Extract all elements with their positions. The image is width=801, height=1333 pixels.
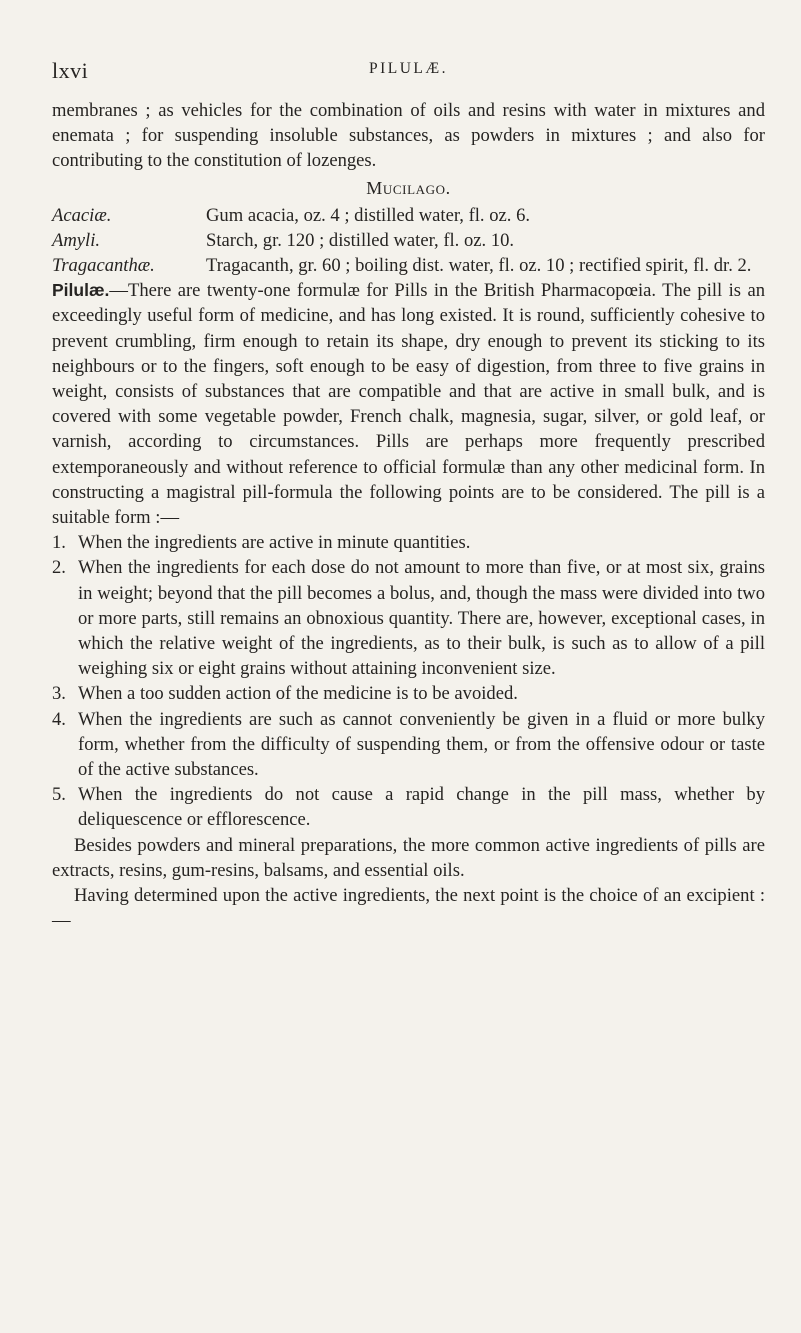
recipe-text: Gum acacia, oz. 4 ; distilled water, fl. oz. 6. — [206, 204, 531, 226]
list-item — [52, 530, 765, 555]
list-item — [52, 782, 765, 832]
excipient-paragraph: Having determined upon the active ingredients, the next point is the choice of an excipient :— — [52, 885, 765, 932]
intro-paragraph: membranes ; as vehicles for the combination of oils and resins with water in mixtures and enemata ; for suspending insoluble substances, as powders in mixtures ; and also for contributing to the constitution of lozenges. — [52, 100, 765, 172]
recipe-label: Amyli. — [52, 229, 101, 251]
list-text: When the ingredients are such as cannot conveniently be given in a fluid or more bulky form, whether from the difficulty of suspending them, or from the offensive odour or taste of the active substances. — [78, 708, 765, 781]
section-title: PILULÆ. — [368, 60, 449, 77]
pilulae-heading: Pilulæ. — [52, 280, 110, 301]
list-number: 2. — [52, 557, 66, 579]
list-item — [52, 555, 765, 681]
closing-paragraph: Besides powders and mineral preparations, the more common active ingredients of pills are extracts, resins, gum-resins, balsams, and essential oils. — [52, 834, 765, 881]
mucilago-heading-text: Mucilago. — [366, 177, 451, 198]
recipe-text: Tragacanth, gr. 60 ; boiling dist. water, fl. oz. 10 ; rectified spirit, fl. dr. 2. — [206, 255, 752, 277]
list-item — [52, 707, 765, 783]
list-number: 3. — [52, 683, 66, 705]
list-text: When the ingredients are active in minute quantities. — [78, 532, 471, 554]
list-text: When the ingredients for each dose do not amount to more than five, or at most six, grains in weight; beyond that the pill becomes a bolus, and, though the mass were divided into two or more parts, still remains an obnoxious quantity. There are, however, exceptional cases, in which the relative weight of the ingredients, as to their bulk, is such as to allow of a pill weighing six or eight grains without attaining inconvenient size. — [78, 557, 765, 680]
recipe-text: Starch, gr. 120 ; distilled water, fl. oz. 10. — [206, 229, 515, 251]
list-text: When a too sudden action of the medicine is to be avoided. — [78, 683, 518, 705]
recipe-row — [52, 203, 765, 228]
list-number: 4. — [52, 708, 66, 730]
page-number: lxvi — [52, 58, 89, 83]
mucilago-heading — [52, 175, 765, 201]
recipe-label: Tragacanthæ. — [52, 255, 155, 277]
running-head — [52, 58, 765, 88]
pilulae-paragraph — [52, 278, 765, 530]
list-number: 5. — [52, 784, 66, 806]
list-item — [52, 681, 765, 706]
pilulae-body: —There are twenty-one formulæ for Pills in the British Pharmacopœia. The pill is an exceedingly useful form of medicine, and has long existed. It is round, sufficiently cohesive to prevent crumbling, firm enough to retain its shape, dry enough to prevent its sticking to its neighbours or to the fingers, soft enough to be easy of digestion, from three to five grains in weight, consists of substances that are compatible and that are active in small bulk, and is covered with some vegetable powder, French chalk, magnesia, sugar, silver, or gold leaf, or varnish, according to circumstances. Pills are perhaps more frequently prescribed extemporaneously and without reference to official formulæ than any other medicinal form. In constructing a magistral pill-formula the following points are to be considered. The pill is a suitable form :— — [52, 280, 765, 529]
list-number: 1. — [52, 532, 66, 554]
recipe-row — [52, 228, 765, 253]
recipe-label: Acaciæ. — [52, 204, 112, 226]
recipe-row — [52, 253, 765, 278]
list-text: When the ingredients do not cause a rapid change in the pill mass, whether by deliquescence or efflorescence. — [78, 784, 765, 831]
mucilago-recipes — [52, 203, 765, 279]
